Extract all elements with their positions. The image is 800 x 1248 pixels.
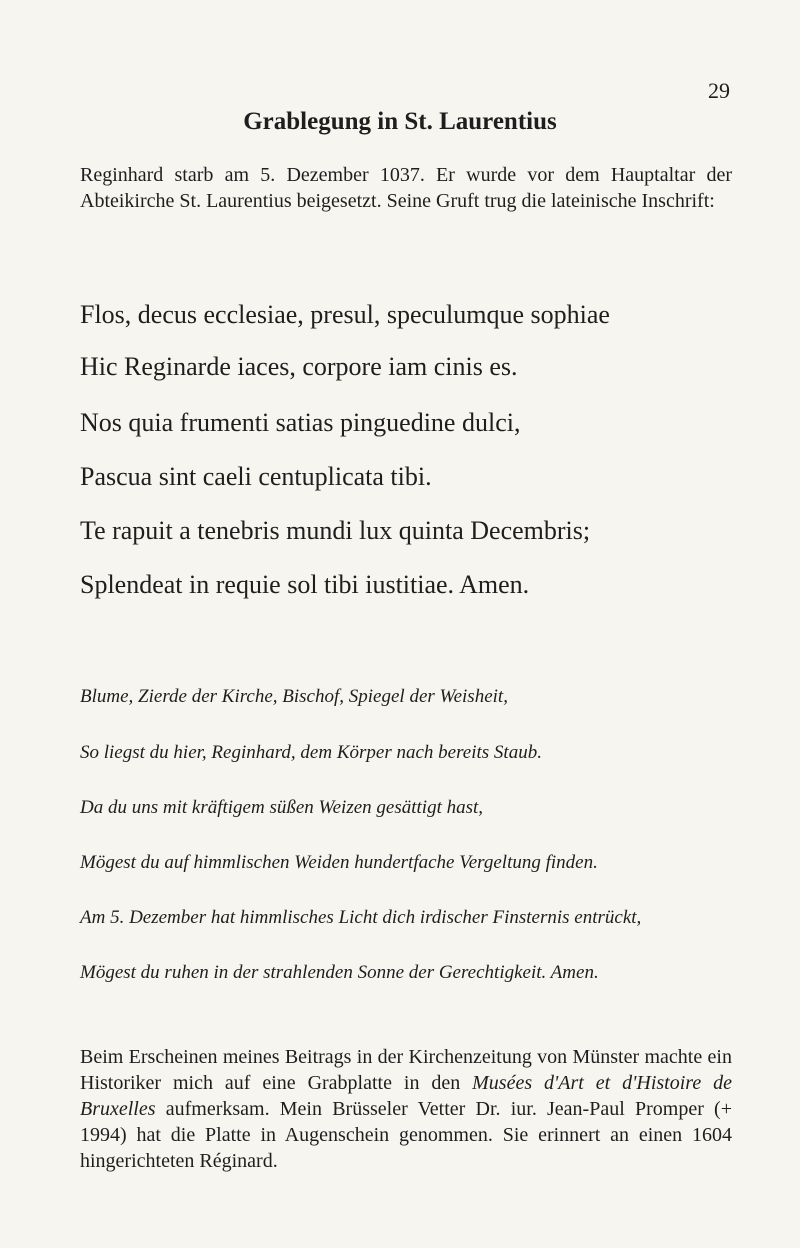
- section-heading: Grablegung in St. Laurentius: [243, 108, 557, 135]
- closing-paragraph: [80, 1044, 732, 1174]
- intro-paragraph: Reginhard starb am 5. Dezember 1037. Er wurde vor dem Hauptaltar der Abteikirche St. Laurentius beigesetzt. Seine Gruft trug die lateinische Inschrift:: [80, 164, 732, 212]
- closing-text-2: aufmerksam. Mein Brüsseler Vetter Dr. iur. Jean-Paul Promper (+ 1994) hat die Platte in Augenschein genommen. Sie erinnert an einen 1604 hingerichteten Réginard.: [80, 1098, 732, 1172]
- museum-name: Musées d'Art et d'Histoire de Bruxelles: [80, 1072, 732, 1120]
- german-line: Mögest du auf himmlischen Weiden hundertfache Vergeltung finden.: [80, 852, 598, 873]
- closing-text-1: Beim Erscheinen meines Beitrags in der Kirchenzeitung von Münster machte ein Historiker mich auf eine Grabplatte in den: [80, 1046, 732, 1094]
- german-line: Blume, Zierde der Kirche, Bischof, Spiegel der Weisheit,: [80, 686, 508, 707]
- page-number: 29: [708, 78, 730, 103]
- latin-line: Flos, decus ecclesiae, presul, speculumque sophiae: [80, 300, 610, 329]
- german-line: Am 5. Dezember hat himmlisches Licht dich irdischer Finsternis entrückt,: [80, 907, 642, 928]
- german-line: Da du uns mit kräftigem süßen Weizen gesättigt hast,: [80, 797, 484, 818]
- latin-line: Nos quia frumenti satias pinguedine dulci,: [80, 408, 521, 437]
- latin-line: Hic Reginarde iaces, corpore iam cinis es.: [80, 352, 518, 381]
- german-line: So liegst du hier, Reginhard, dem Körper nach bereits Staub.: [80, 742, 542, 763]
- latin-line: Te rapuit a tenebris mundi lux quinta Decembris;: [80, 516, 591, 545]
- german-line: Mögest du ruhen in der strahlenden Sonne der Gerechtigkeit. Amen.: [80, 962, 599, 983]
- latin-line: Splendeat in requie sol tibi iustitiae. Amen.: [80, 570, 530, 599]
- latin-line: Pascua sint caeli centuplicata tibi.: [80, 462, 432, 491]
